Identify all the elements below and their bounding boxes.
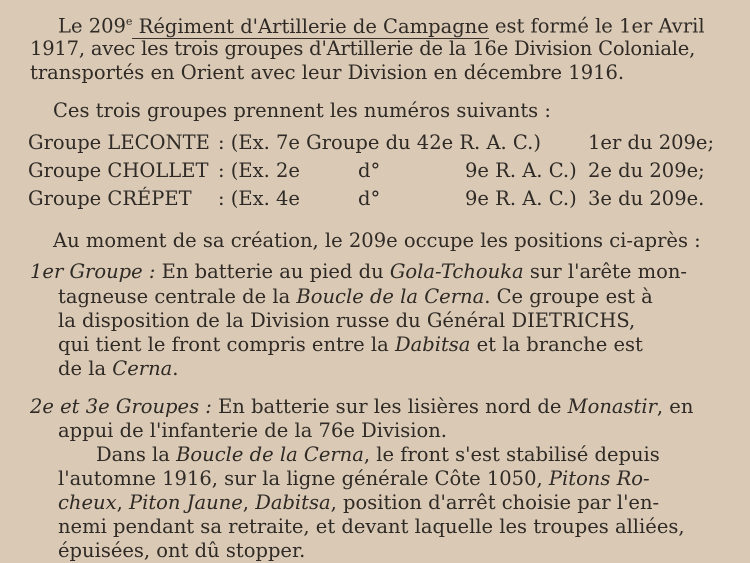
- text: En batterie sur les lisières nord de: [211, 395, 568, 418]
- second-group-line2: appui de l'infanterie de la 76e Division.: [58, 419, 447, 442]
- para4-line2: [58, 467, 650, 491]
- group-number: 3e du 209e.: [588, 187, 705, 210]
- text: En batterie au pied du: [155, 260, 390, 283]
- group-origin: : (Ex. 2e: [218, 159, 300, 182]
- text: , position d'arrêt choisie par l'en-: [330, 491, 660, 514]
- place-name: Cerna: [112, 357, 173, 380]
- text: . Ce groupe est à: [484, 285, 653, 308]
- superscript: e: [125, 15, 133, 28]
- place-name: Dabitsa: [394, 333, 471, 356]
- text: ,: [242, 491, 256, 514]
- place-name: Piton Jaune: [128, 491, 243, 514]
- para1-end: est formé le 1er Avril: [488, 14, 705, 38]
- group-name: Groupe CRÉPET: [28, 187, 192, 210]
- group-rac: 9e R. A. C.): [465, 187, 577, 210]
- text: .: [172, 357, 179, 380]
- group-number: 1er du 209e;: [588, 131, 715, 154]
- text: Dans la: [96, 443, 177, 466]
- group-number: 2e du 209e;: [588, 159, 705, 182]
- text: , le front s'est stabilisé depuis: [363, 443, 660, 466]
- first-group-line2: [58, 285, 653, 309]
- para1-line3: transportés en Orient avec leur Division en décembre 1916.: [30, 61, 625, 84]
- para4-line5: épuisées, ont dû stopper.: [58, 539, 306, 562]
- para4-line3: [58, 491, 659, 515]
- second-group-line1: [30, 395, 693, 419]
- text: sur l'arête mon-: [523, 260, 687, 283]
- para1-start: Le 209: [58, 14, 126, 38]
- first-group-line5: [58, 357, 178, 381]
- place-name: Dabitsa: [255, 491, 331, 514]
- text: de la: [58, 357, 113, 380]
- para4-line1: [96, 443, 660, 467]
- place-name: Boucle de la Cerna: [176, 443, 364, 466]
- text: tagneuse centrale de la: [58, 285, 297, 308]
- ditto-mark: d°: [358, 159, 381, 182]
- para1-line2: 1917, avec les trois groupes d'Artillerie de la 16e Division Coloniale,: [30, 37, 696, 60]
- text: l'automne 1916, sur la ligne générale Côte 1050,: [58, 467, 549, 490]
- para4-line4: nemi pendant sa retraite, et devant laquelle les troupes alliées,: [58, 515, 685, 538]
- first-group-line3: la disposition de la Division russe du Général DIETRICHS,: [58, 309, 636, 332]
- para1-line1: [58, 10, 705, 39]
- ditto-mark: d°: [358, 187, 381, 210]
- place-name: Monastir: [567, 395, 657, 418]
- place-name: cheux: [58, 491, 117, 514]
- group-name: Groupe LECONTE: [28, 131, 210, 154]
- first-group-line4: [58, 333, 643, 357]
- place-name: Pitons Ro-: [548, 467, 650, 490]
- para2-intro: Ces trois groupes prennent les numéros suivants :: [53, 99, 551, 122]
- group-name: Groupe CHOLLET: [28, 159, 209, 182]
- place-name: Gola-Tchouka: [389, 260, 524, 283]
- first-group-label: 1er Groupe :: [30, 260, 156, 283]
- group-rac: 9e R. A. C.): [465, 159, 577, 182]
- place-name: Boucle de la Cerna: [296, 285, 485, 308]
- text: , en: [656, 395, 694, 418]
- first-group-line1: [30, 260, 687, 284]
- para3: Au moment de sa création, le 209e occupe les positions ci-après :: [53, 229, 701, 252]
- text: ,: [116, 491, 129, 514]
- group-origin: : (Ex. 7e Groupe du 42e R. A. C.): [218, 131, 541, 154]
- text: et la branche est: [470, 333, 643, 356]
- second-group-label: 2e et 3e Groupes :: [30, 395, 212, 418]
- regiment-name: Régiment d'Artillerie de Campagne: [132, 14, 489, 38]
- text: qui tient le front compris entre la: [58, 333, 395, 356]
- group-origin: : (Ex. 4e: [218, 187, 300, 210]
